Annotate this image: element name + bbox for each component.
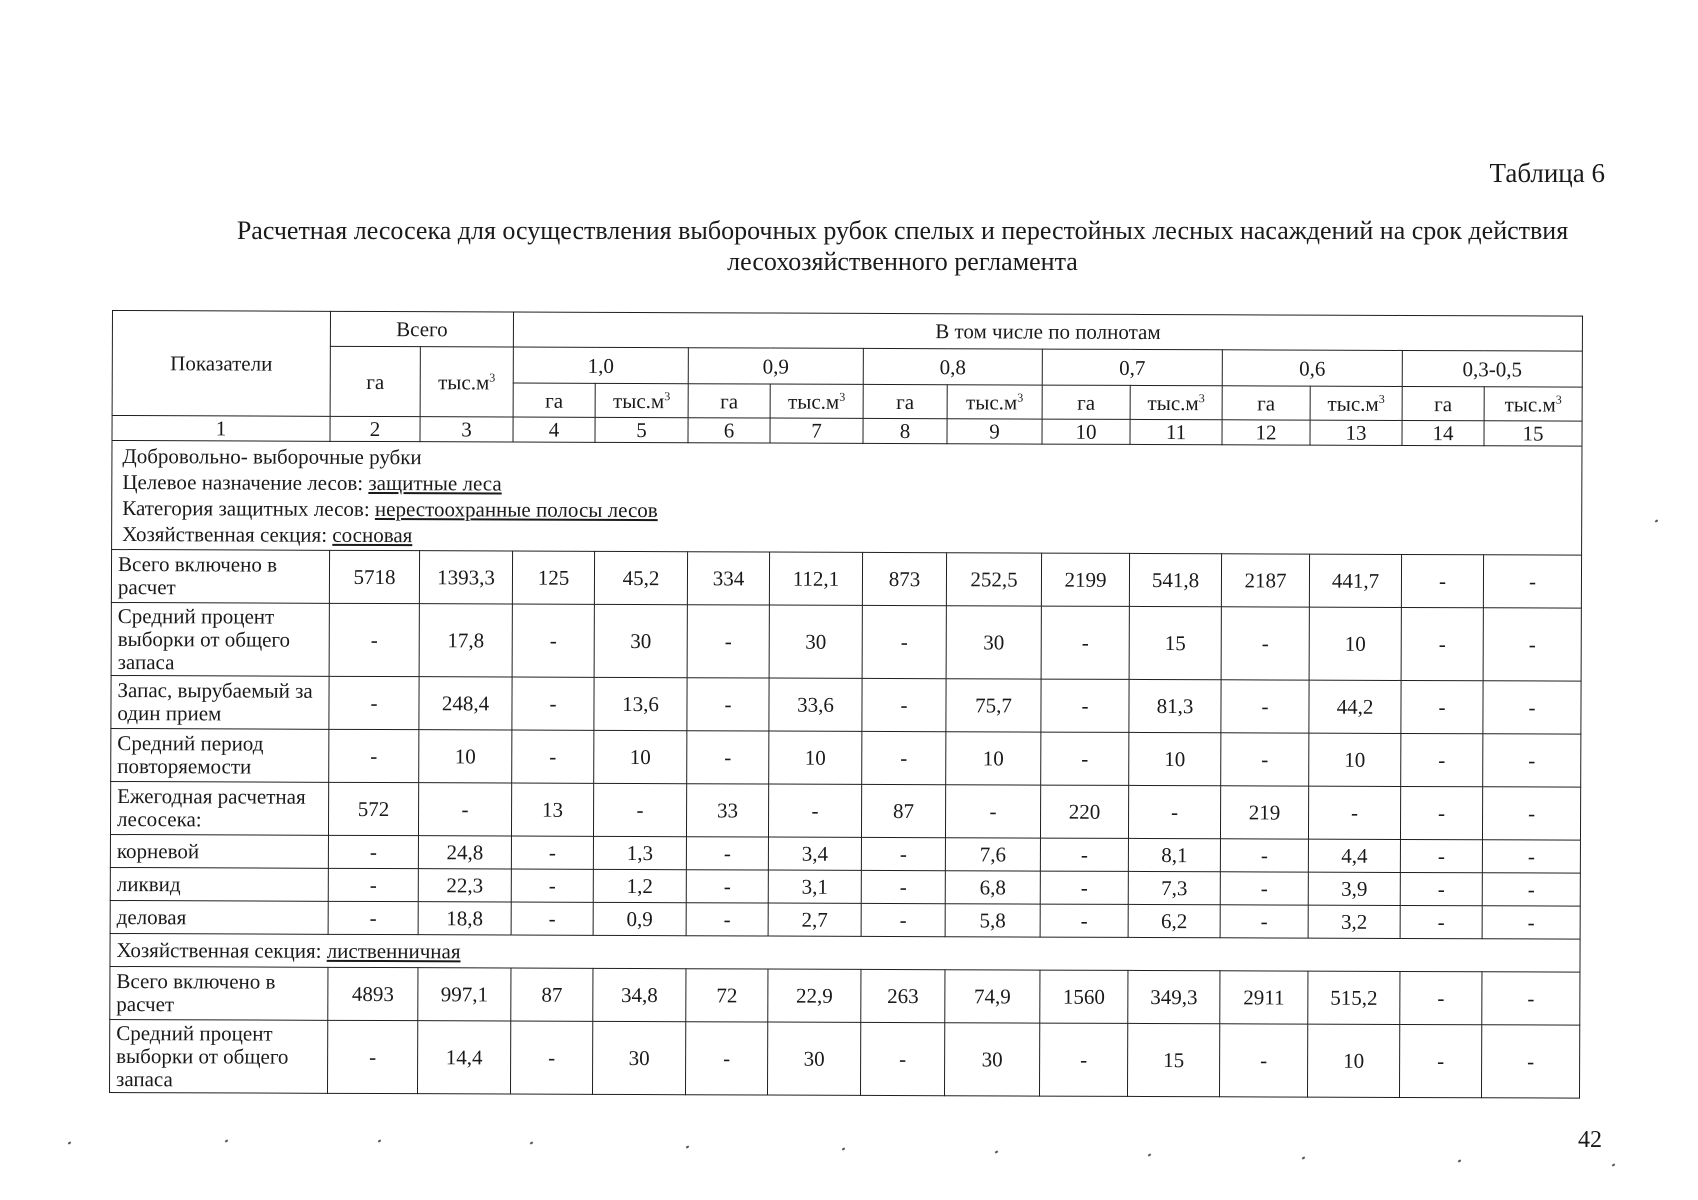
scan-speck xyxy=(1148,1153,1152,1156)
table-row xyxy=(111,675,1581,734)
table-row xyxy=(109,1019,1579,1098)
value-cell: - xyxy=(686,837,768,870)
value-cell: 22,3 xyxy=(418,869,511,902)
value-cell: 10 xyxy=(419,730,512,783)
table-row xyxy=(110,867,1580,906)
density-header: 1,0 xyxy=(513,347,688,384)
value-cell: - xyxy=(1482,972,1580,1025)
scan-speck xyxy=(1612,1163,1616,1166)
value-cell: 75,7 xyxy=(946,679,1041,732)
table-row xyxy=(110,834,1580,873)
table-row xyxy=(111,728,1581,787)
density-header: 0,9 xyxy=(688,348,863,385)
value-cell: 441,7 xyxy=(1309,554,1401,607)
value-cell: - xyxy=(685,1022,767,1095)
value-cell: 30 xyxy=(769,605,862,678)
value-cell: - xyxy=(1400,839,1482,872)
value-cell: 7,3 xyxy=(1128,871,1220,904)
value-cell: 10 xyxy=(1129,732,1221,785)
value-cell: - xyxy=(1482,906,1580,939)
value-cell: - xyxy=(328,835,418,868)
value-cell: - xyxy=(1220,905,1308,938)
value-cell: 30 xyxy=(592,1021,685,1094)
value-cell: 14,4 xyxy=(417,1021,510,1094)
value-cell: 6,8 xyxy=(945,871,1040,904)
column-number: 6 xyxy=(688,418,770,443)
value-cell: - xyxy=(1481,1025,1579,1098)
scan-speck xyxy=(530,1141,534,1144)
value-cell: 33 xyxy=(686,784,768,837)
value-cell: 30 xyxy=(594,604,687,677)
value-cell: - xyxy=(1039,1023,1127,1096)
value-cell: - xyxy=(1041,679,1129,732)
value-cell: 17,8 xyxy=(419,604,512,677)
table-row xyxy=(110,966,1580,1025)
column-number: 9 xyxy=(947,419,1042,444)
value-cell: - xyxy=(862,731,946,784)
value-cell: - xyxy=(861,837,945,870)
document-title: Расчетная лесосека для осуществления выборочных рубок спелых и перестойных лесных насаждений на срок действия лесохозяйственного регламента xyxy=(236,216,1569,276)
value-cell: - xyxy=(687,731,769,784)
row-label: деловая xyxy=(110,900,328,934)
volume-header: $тыс.м^3$ xyxy=(770,384,863,418)
economic-section-line: Хозяйственная секция: сосновая xyxy=(122,522,413,548)
protective-category-line: Категория защитных лесов: нерестоохранные полосы лесов xyxy=(122,496,658,523)
table-row xyxy=(110,781,1580,840)
column-number: 8 xyxy=(863,418,947,443)
value-cell: - xyxy=(1482,873,1580,906)
ha-header: га xyxy=(863,384,947,418)
row-label: Всего включено в расчет xyxy=(110,966,328,1020)
value-cell: - xyxy=(860,1022,944,1095)
value-cell: - xyxy=(1400,786,1482,839)
scan-speck xyxy=(225,1139,229,1142)
value-cell: - xyxy=(687,678,769,731)
value-cell: 15 xyxy=(1129,606,1221,679)
row-label: ликвид xyxy=(110,867,328,901)
value-cell: - xyxy=(1400,905,1482,938)
value-cell: 572 xyxy=(328,782,418,835)
value-cell: 10 xyxy=(1307,1024,1399,1097)
row-label: Ежегодная расчетная лесосека: xyxy=(110,781,328,835)
cutting-type-line: Добровольно- выборочные рубки xyxy=(122,444,422,470)
value-cell: 8,1 xyxy=(1128,838,1220,871)
value-cell: - xyxy=(1482,787,1580,840)
value-cell: - xyxy=(1221,607,1309,680)
scan-speck xyxy=(1655,519,1659,522)
ha-header: га xyxy=(513,383,595,417)
value-cell: - xyxy=(1040,838,1128,871)
value-cell: 81,3 xyxy=(1129,679,1221,732)
section-pine-description xyxy=(112,441,1583,556)
value-cell: 72 xyxy=(686,969,768,1022)
scan-speck xyxy=(378,1139,382,1142)
table-row xyxy=(110,900,1580,939)
row-label: Средний процент выборки от общего запаса xyxy=(111,602,329,676)
value-cell: 10 xyxy=(1309,607,1401,680)
section-larch-description: Хозяйственная секция: лиственничная xyxy=(110,933,1580,972)
indicators-header: Показатели xyxy=(112,311,330,417)
value-cell: - xyxy=(1483,555,1581,608)
table-row xyxy=(111,602,1581,681)
value-cell: - xyxy=(510,1021,592,1094)
value-cell: - xyxy=(1041,732,1129,785)
column-number: 14 xyxy=(1402,420,1484,445)
value-cell: - xyxy=(511,836,593,869)
value-cell: - xyxy=(1221,733,1309,786)
value-cell: 219 xyxy=(1220,786,1308,839)
value-cell: 30 xyxy=(946,606,1041,679)
value-cell: - xyxy=(511,869,593,902)
value-cell: 263 xyxy=(861,969,945,1022)
scan-speck xyxy=(995,1150,999,1153)
value-cell: 87 xyxy=(861,784,945,837)
value-cell: 45,2 xyxy=(594,551,687,604)
total-header: Всего xyxy=(330,311,513,347)
table-number: Таблица 6 xyxy=(1489,158,1605,188)
scan-speck xyxy=(1458,1159,1462,1162)
value-cell: 248,4 xyxy=(419,677,512,730)
value-cell: 3,9 xyxy=(1308,872,1400,905)
page-number: 42 xyxy=(1578,1127,1602,1153)
value-cell: 3,4 xyxy=(768,837,861,870)
value-cell: 2199 xyxy=(1041,553,1129,606)
scan-speck xyxy=(1302,1156,1306,1159)
density-header: 0,3-0,5 xyxy=(1402,350,1582,387)
value-cell: 1560 xyxy=(1040,970,1128,1023)
value-cell: 2,7 xyxy=(768,903,861,936)
value-cell: 4,4 xyxy=(1308,839,1400,872)
value-cell: 18,8 xyxy=(418,902,511,935)
value-cell: - xyxy=(862,678,946,731)
row-label: корневой xyxy=(110,834,328,868)
row-label: Запас, вырубаемый за один прием xyxy=(111,675,329,729)
value-cell: 2187 xyxy=(1221,554,1309,607)
value-cell: 252,5 xyxy=(946,553,1041,606)
scan-speck xyxy=(68,1141,72,1144)
value-cell: 334 xyxy=(687,552,769,605)
row-label: Средний период повторяемости xyxy=(111,728,329,782)
value-cell: - xyxy=(1483,608,1581,681)
forest-cutting-table xyxy=(109,310,1583,1099)
value-cell: 30 xyxy=(944,1023,1039,1096)
column-number: 2 xyxy=(330,416,420,441)
value-cell: - xyxy=(329,603,419,676)
total-ha-header: га xyxy=(330,346,420,416)
by-density-header: В том числе по полнотам xyxy=(513,312,1582,351)
value-cell: - xyxy=(686,870,768,903)
value-cell: - xyxy=(1483,681,1581,734)
ha-header: га xyxy=(1402,386,1484,420)
value-cell: - xyxy=(418,783,511,836)
value-cell: 44,2 xyxy=(1309,680,1401,733)
value-cell: - xyxy=(1040,871,1128,904)
value-cell: 112,1 xyxy=(769,552,862,605)
column-number: 13 xyxy=(1310,420,1402,445)
section-header-larch xyxy=(110,933,1580,972)
ha-header: га xyxy=(688,384,770,418)
density-header: 0,7 xyxy=(1042,349,1222,386)
value-cell: 33,6 xyxy=(769,678,862,731)
value-cell: - xyxy=(328,868,418,901)
value-cell: - xyxy=(861,870,945,903)
column-number: 1 xyxy=(112,416,330,442)
value-cell: 873 xyxy=(862,552,946,605)
value-cell: - xyxy=(1401,680,1483,733)
value-cell: - xyxy=(1220,839,1308,872)
value-cell: - xyxy=(328,901,418,934)
value-cell: 87 xyxy=(511,968,593,1021)
value-cell: 349,3 xyxy=(1128,970,1220,1023)
value-cell: - xyxy=(1041,606,1129,679)
value-cell: - xyxy=(686,903,768,936)
value-cell: - xyxy=(1400,971,1482,1024)
value-cell: 0,9 xyxy=(593,902,686,935)
value-cell: 2911 xyxy=(1220,971,1308,1024)
value-cell: 125 xyxy=(512,551,594,604)
value-cell: 10 xyxy=(594,730,687,783)
row-label: Средний процент выборки от общего запаса xyxy=(109,1019,327,1093)
value-cell: - xyxy=(329,676,419,729)
value-cell: - xyxy=(687,605,769,678)
value-cell: - xyxy=(1308,786,1400,839)
value-cell: 7,6 xyxy=(945,838,1040,871)
column-number: 3 xyxy=(420,417,513,442)
total-volume-header: $тыс.м^3$ xyxy=(420,347,513,417)
value-cell: 5718 xyxy=(329,550,419,603)
value-cell: 10 xyxy=(1309,733,1401,786)
section-larch-rows xyxy=(109,966,1580,1098)
value-cell: - xyxy=(1483,734,1581,787)
value-cell: 6,2 xyxy=(1128,904,1220,937)
density-header: 0,6 xyxy=(1222,350,1402,387)
value-cell: - xyxy=(1221,680,1309,733)
column-number: 15 xyxy=(1484,421,1582,446)
value-cell: - xyxy=(1128,785,1220,838)
value-cell: 3,2 xyxy=(1308,905,1400,938)
value-cell: 34,8 xyxy=(593,968,686,1021)
volume-header: $тыс.м^3$ xyxy=(1130,385,1222,419)
value-cell: 24,8 xyxy=(418,836,511,869)
column-number: 7 xyxy=(770,418,863,443)
value-cell: - xyxy=(1401,554,1483,607)
value-cell: 3,1 xyxy=(768,870,861,903)
value-cell: 4893 xyxy=(328,967,418,1020)
value-cell: 1393,3 xyxy=(419,551,512,604)
column-number: 5 xyxy=(595,417,688,442)
density-header: 0,8 xyxy=(863,348,1042,385)
value-cell: 5,8 xyxy=(945,904,1040,937)
column-number: 4 xyxy=(513,417,595,442)
value-cell: - xyxy=(329,729,419,782)
value-cell: - xyxy=(945,785,1040,838)
volume-header: $тыс.м^3$ xyxy=(1310,386,1402,420)
header-row-2 xyxy=(112,346,1582,388)
value-cell: - xyxy=(593,783,686,836)
value-cell: - xyxy=(862,605,946,678)
volume-header: $тыс.м^3$ xyxy=(595,383,688,417)
value-cell: - xyxy=(1400,872,1482,905)
section-pine-rows xyxy=(110,550,1582,940)
value-cell: - xyxy=(1219,1024,1307,1097)
value-cell: - xyxy=(1220,872,1308,905)
value-cell: 1,2 xyxy=(593,869,686,902)
header-row-1 xyxy=(112,311,1582,352)
value-cell: 541,8 xyxy=(1129,553,1221,606)
value-cell: 220 xyxy=(1040,785,1128,838)
value-cell: 1,3 xyxy=(593,836,686,869)
value-cell: 515,2 xyxy=(1308,971,1400,1024)
value-cell: 10 xyxy=(946,732,1041,785)
value-cell: 13 xyxy=(511,783,593,836)
column-number: 10 xyxy=(1042,419,1130,444)
value-cell: - xyxy=(1482,840,1580,873)
scan-speck xyxy=(686,1145,690,1148)
section-header-pine xyxy=(112,441,1583,556)
value-cell: - xyxy=(1401,733,1483,786)
column-number: 11 xyxy=(1130,419,1222,444)
value-cell: 997,1 xyxy=(418,968,511,1021)
ha-header: га xyxy=(1222,386,1310,420)
value-cell: - xyxy=(512,730,594,783)
forest-purpose-line: Целевое назначение лесов: защитные леса xyxy=(122,470,502,496)
table-row xyxy=(111,550,1581,609)
value-cell: - xyxy=(768,784,861,837)
scan-speck xyxy=(842,1147,846,1150)
value-cell: 15 xyxy=(1127,1023,1219,1096)
value-cell: - xyxy=(511,902,593,935)
value-cell: 30 xyxy=(767,1022,860,1095)
volume-header: $тыс.м^3$ xyxy=(947,385,1042,419)
value-cell: - xyxy=(1399,1024,1481,1097)
value-cell: 74,9 xyxy=(945,970,1040,1023)
value-cell: - xyxy=(512,604,594,677)
value-cell: - xyxy=(1401,607,1483,680)
ha-header: га xyxy=(1042,385,1130,419)
value-cell: 22,9 xyxy=(768,969,861,1022)
row-label: Всего включено в расчет xyxy=(111,550,329,604)
value-cell: - xyxy=(512,677,594,730)
column-number: 12 xyxy=(1222,420,1310,445)
value-cell: 13,6 xyxy=(594,677,687,730)
value-cell: - xyxy=(1040,904,1128,937)
volume-header: $тыс.м^3$ xyxy=(1484,387,1582,421)
value-cell: - xyxy=(861,903,945,936)
value-cell: 10 xyxy=(769,731,862,784)
value-cell: - xyxy=(327,1020,417,1093)
